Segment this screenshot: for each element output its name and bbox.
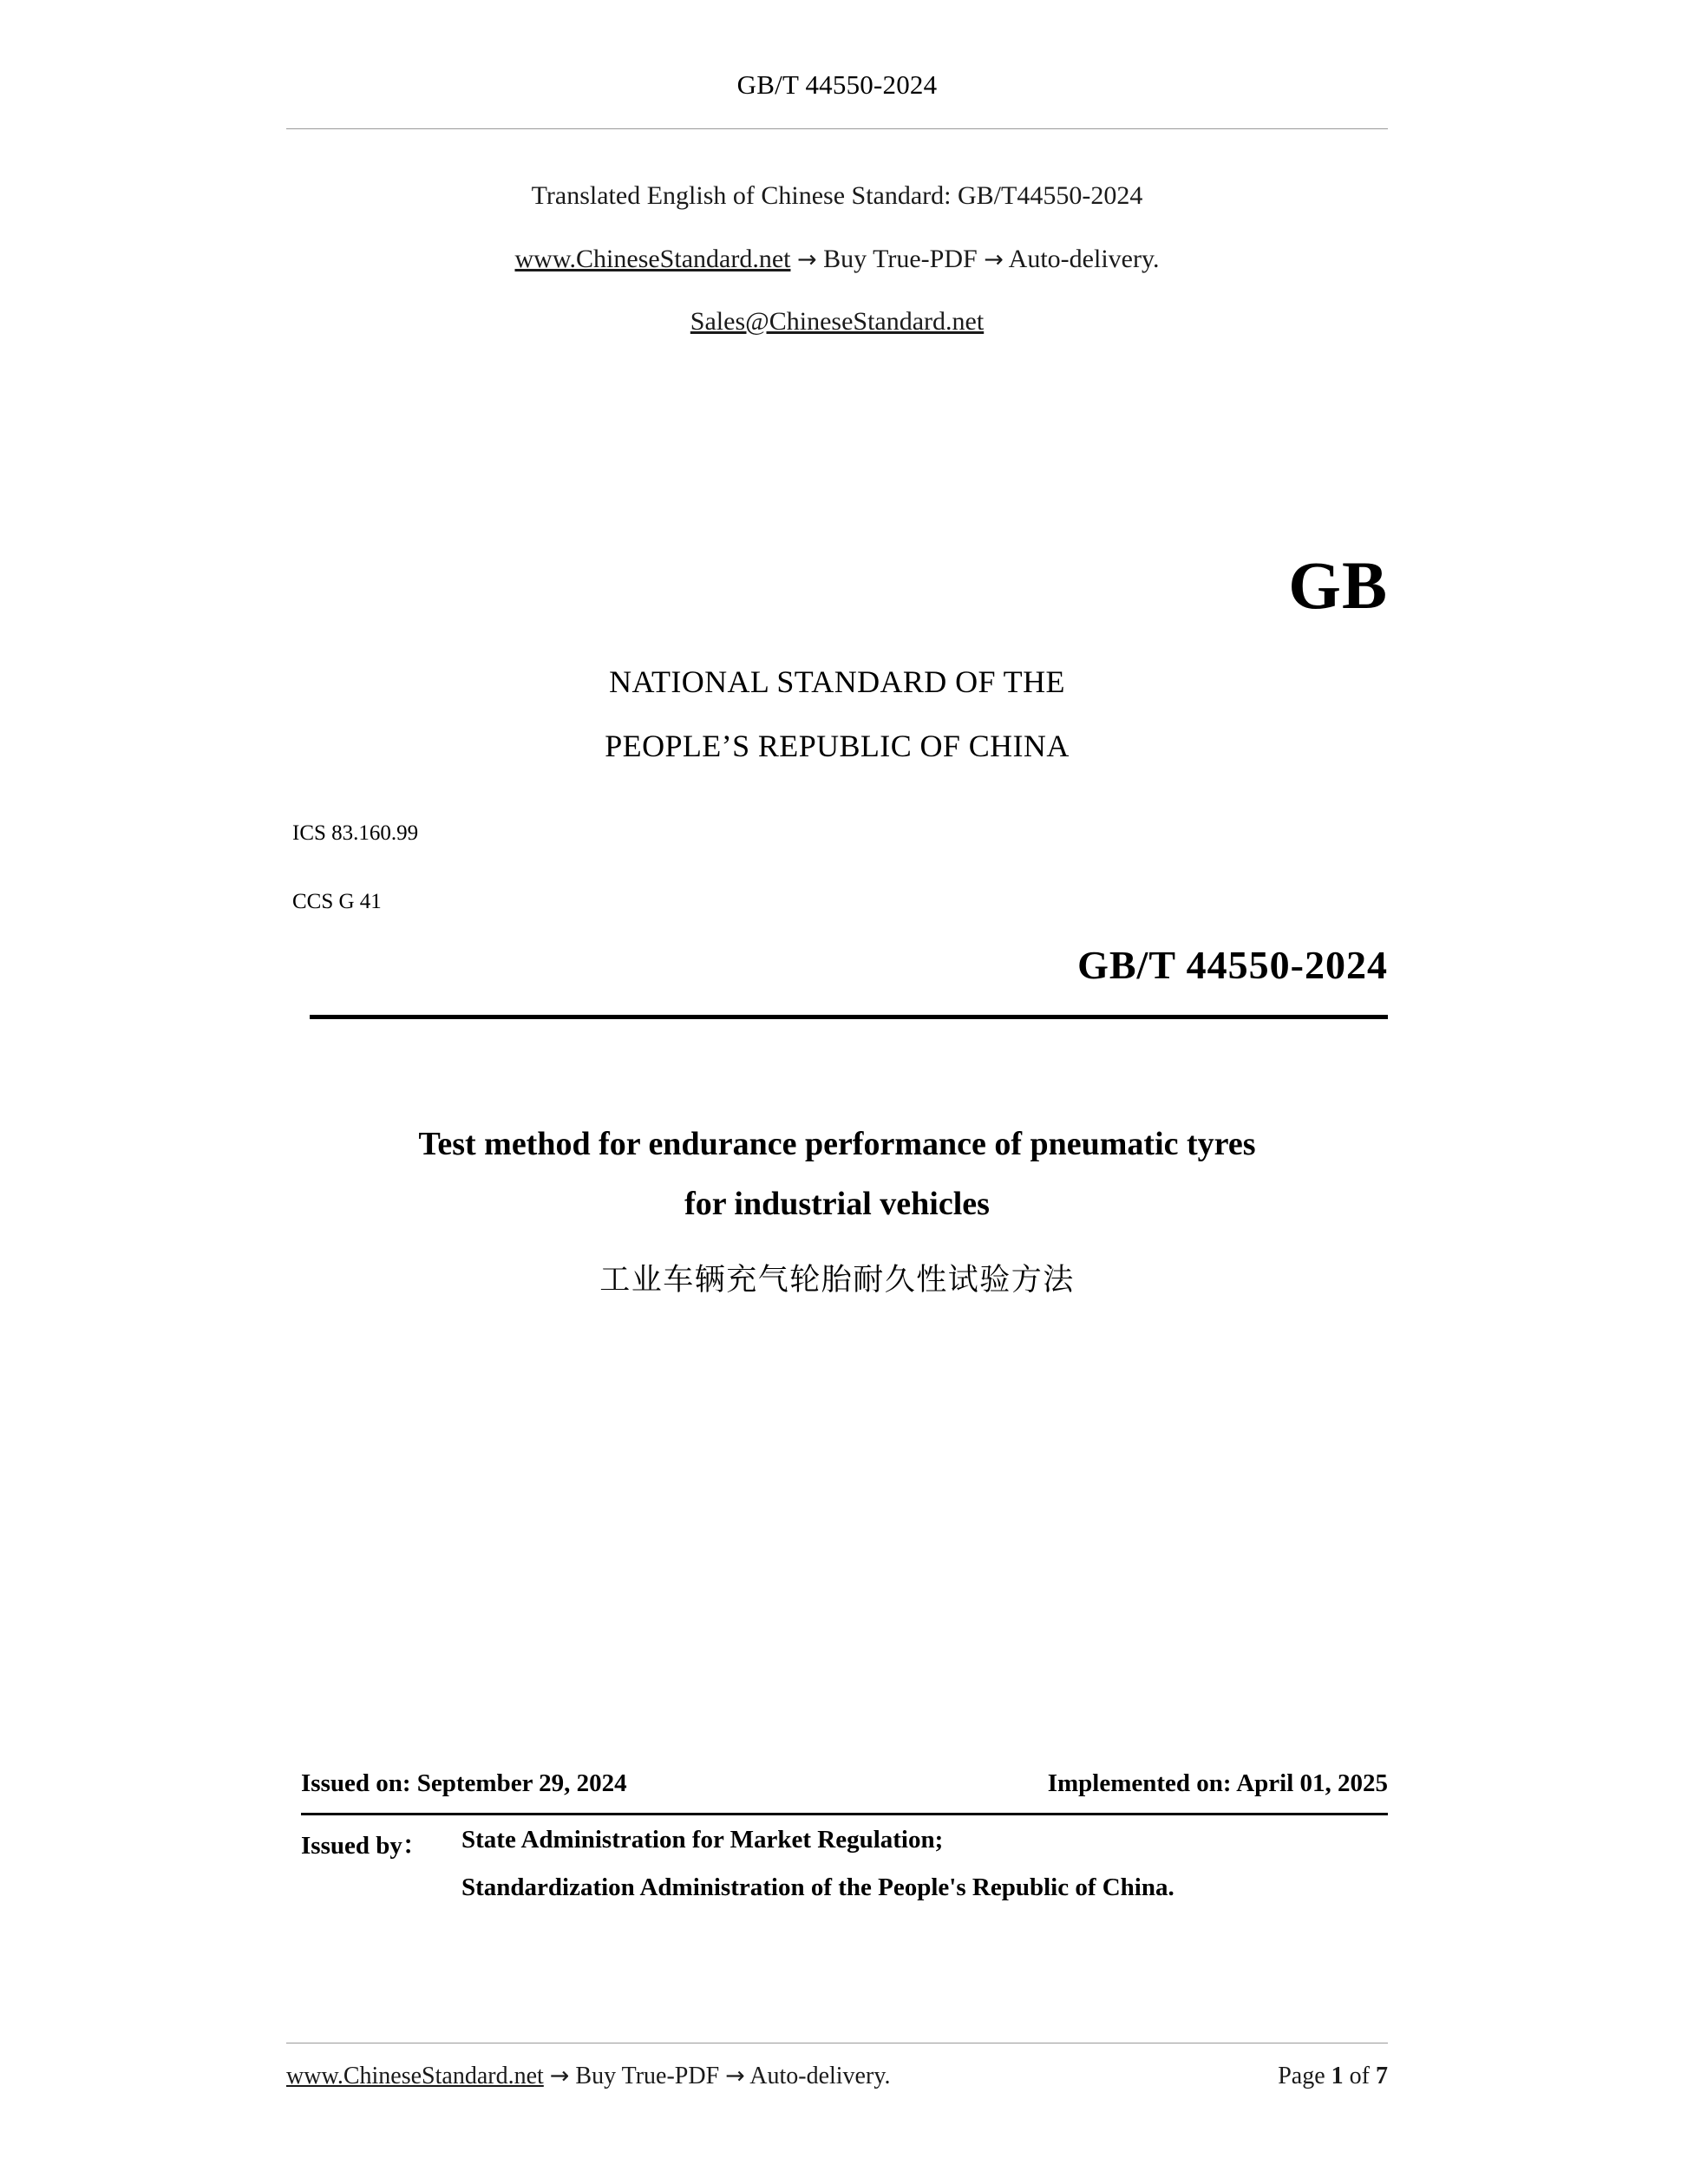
page-indicator — [1278, 2063, 1388, 2090]
title-english-line-2: for industrial vehicles — [684, 1185, 990, 1222]
promo-purchase-line — [286, 237, 1388, 283]
page-of-label: of — [1349, 2063, 1370, 2089]
issued-by-org-1: State Administration for Market Regulation; — [461, 1826, 944, 1854]
issued-by-label: Issued by： — [301, 1832, 428, 1860]
footer-buy-label: Buy True-PDF — [575, 2063, 720, 2089]
issued-by-block — [301, 1826, 1388, 1921]
gb-logo-mark: GB — [1288, 547, 1388, 623]
promo-buy-label: Buy True-PDF — [823, 244, 978, 273]
title-block — [286, 1119, 1388, 1299]
promo-email-line — [286, 299, 1388, 345]
issue-dates-row — [301, 1769, 1388, 1798]
national-standard-heading — [286, 664, 1388, 792]
header-divider — [286, 128, 1388, 129]
promo-site-link[interactable]: www.ChineseStandard.net — [514, 244, 791, 273]
promo-block — [286, 173, 1388, 363]
issued-by-org-2: Standardization Administration of the People's Republic of China. — [461, 1873, 1174, 1901]
national-standard-line-2: PEOPLE’S REPUBLIC OF CHINA — [605, 729, 1070, 763]
page-label: Page — [1278, 2063, 1325, 2089]
footer-promo — [286, 2063, 891, 2090]
promo-email-link[interactable]: Sales@ChineseStandard.net — [690, 307, 985, 336]
page-footer — [286, 2063, 1388, 2090]
page-header — [286, 69, 1388, 101]
issued-by-organizations — [461, 1826, 1388, 1902]
page-total: 7 — [1376, 2063, 1388, 2089]
arrow-right-icon-3: → — [549, 2063, 570, 2089]
issue-divider — [301, 1813, 1388, 1815]
promo-delivery-label: Auto-delivery. — [1008, 244, 1160, 273]
footer-delivery-label: Auto-delivery. — [749, 2063, 891, 2089]
arrow-right-icon-4: → — [725, 2063, 745, 2089]
standard-number: GB/T 44550-2024 — [1077, 943, 1388, 987]
standard-number-divider — [310, 1015, 1388, 1019]
title-chinese: 工业车辆充气轮胎耐久性试验方法 — [599, 1262, 1075, 1297]
national-standard-line-1: NATIONAL STANDARD OF THE — [609, 664, 1065, 699]
ics-code: ICS 83.160.99 — [292, 821, 419, 845]
header-standard-number: GB/T 44550-2024 — [736, 69, 938, 100]
footer-site-link[interactable]: www.ChineseStandard.net — [286, 2063, 544, 2089]
arrow-right-icon: → — [796, 245, 817, 273]
promo-translated-line: Translated English of Chinese Standard: GB/T44550-2024 — [531, 181, 1143, 210]
ccs-code: CCS G 41 — [292, 890, 382, 913]
issued-on-date: Issued on: September 29, 2024 — [301, 1769, 627, 1797]
page-number: 1 — [1331, 2063, 1344, 2089]
implemented-on-date: Implemented on: April 01, 2025 — [1047, 1769, 1388, 1797]
arrow-right-icon-2: → — [984, 245, 1004, 273]
title-english-line-1: Test method for endurance performance of pneumatic tyres — [418, 1126, 1256, 1162]
